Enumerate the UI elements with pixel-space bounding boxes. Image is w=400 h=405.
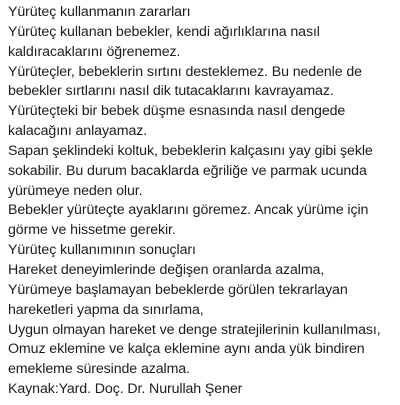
heading-harms: Yürüteç kullanmanın zararları xyxy=(8,4,191,20)
text-line: sokabilir. Bu durum bacaklarda eğriliğe ve parmak ucunda xyxy=(8,162,367,179)
text-line: kaldıracaklarını öğrenemez. xyxy=(8,43,181,60)
text-line: Yürüteç kullanan bebekler, kendi ağırlıklarına nasıl xyxy=(8,23,320,40)
text-line: Yürüteçteki bir bebek düşme esnasında nasıl dengede xyxy=(8,103,346,120)
text-line: bebekler sırtlarını nasıl dik tutacaklarını kavrayamaz. xyxy=(8,83,334,100)
heading-results: Yürüteç kullanımının sonuçları xyxy=(8,242,196,259)
text-line: hareketleri yapma da sınırlama, xyxy=(8,301,204,318)
text-line: yürümeye neden olur. xyxy=(8,182,143,199)
text-line: Sapan şeklindeki koltuk, bebeklerin kalçasını yay gibi şekle xyxy=(8,142,373,159)
text-line: Bebekler yürüteçte ayaklarını göremez. Ancak yürüme için xyxy=(8,202,369,219)
text-line: emekleme süresinde azalma. xyxy=(8,361,190,378)
text-line: Uygun olmayan hareket ve denge stratejilerinin kullanılması, xyxy=(8,321,381,338)
text-line: kalacağını anlayamaz. xyxy=(8,123,148,140)
text-line: Omuz eklemine ve kalça eklemine aynı anda yük bindiren xyxy=(8,341,365,358)
text-line: Yürümeye başlamayan bebeklerde görülen tekrarlayan xyxy=(8,281,348,298)
text-line: Hareket deneyimlerinde değişen oranlarda azalma, xyxy=(8,261,325,278)
text-line: görme ve hissetme gerekir. xyxy=(8,222,176,239)
text-line: Yürüteçler, bebeklerin sırtını desteklemez. Bu nedenle de xyxy=(8,63,362,80)
source-credit: Kaynak:Yard. Doç. Dr. Nurullah Şener xyxy=(8,381,243,398)
